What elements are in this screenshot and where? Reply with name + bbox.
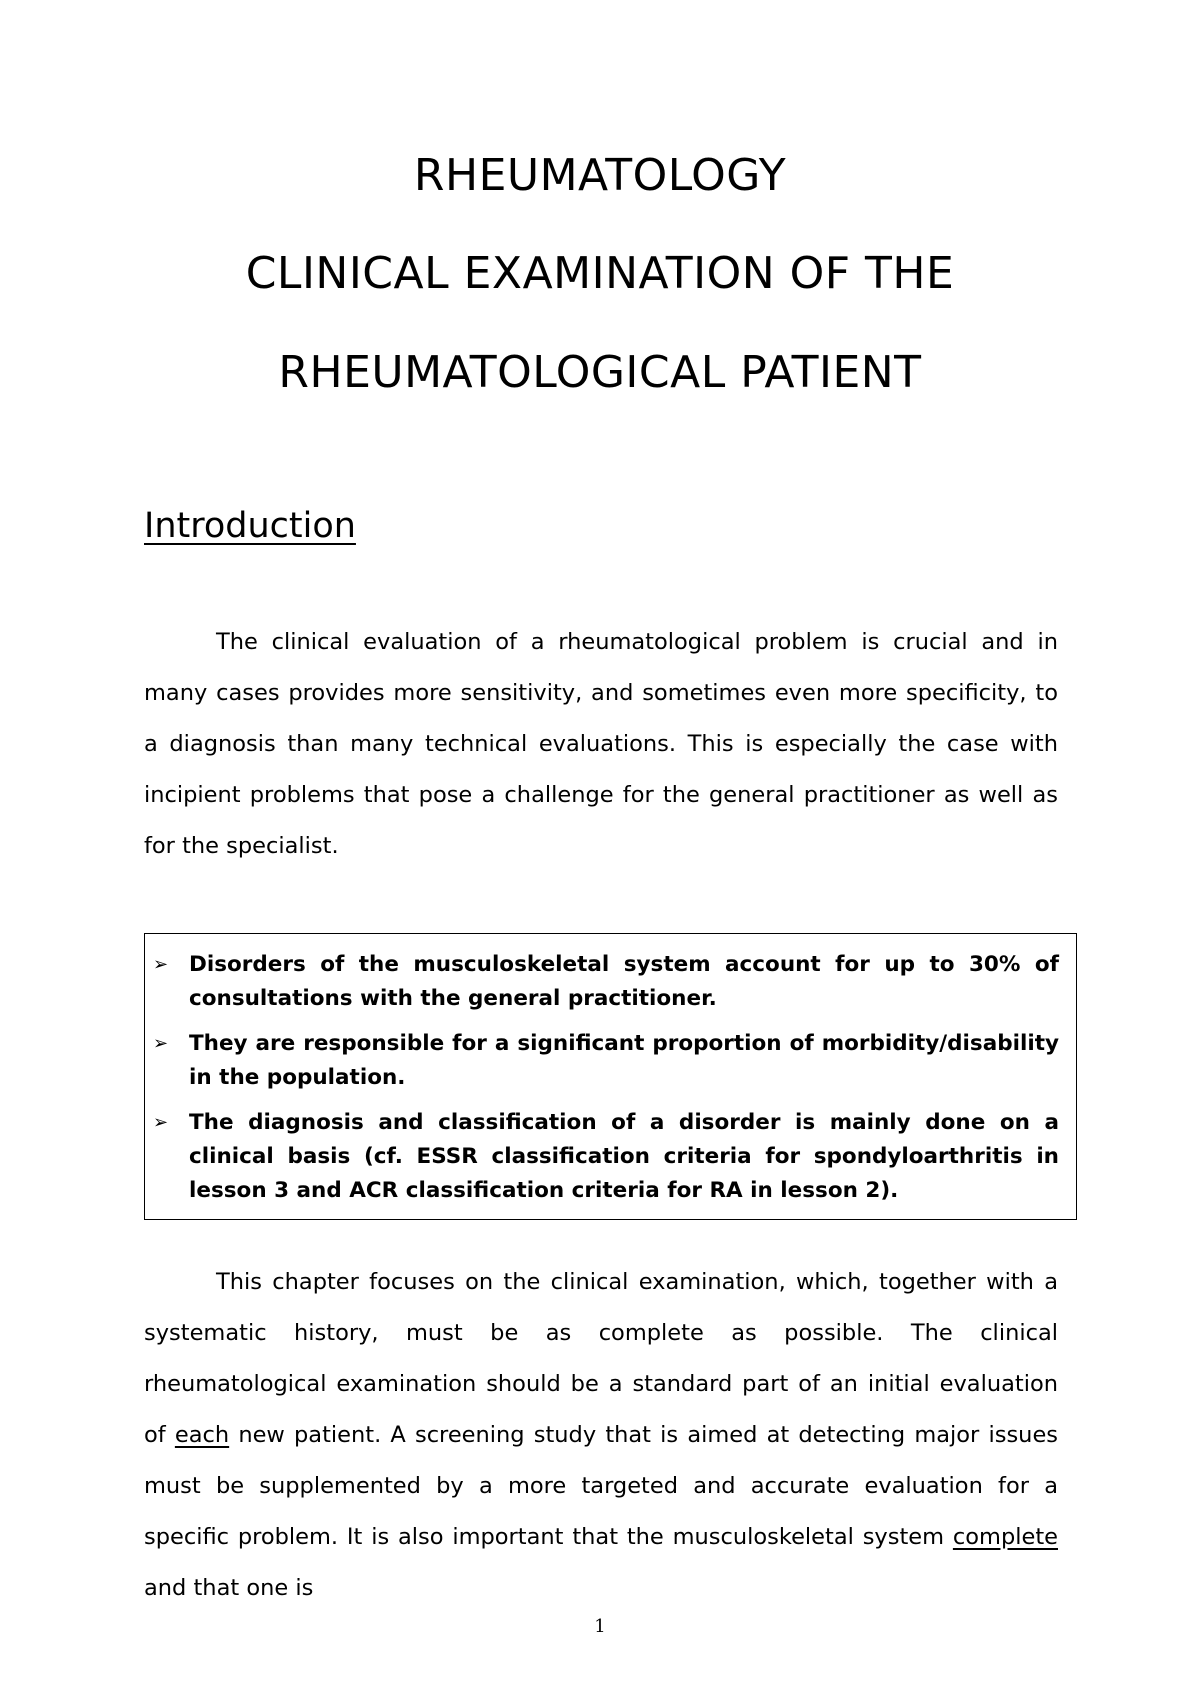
document-subtitle-line-2: RHEUMATOLOGICAL PATIENT: [278, 347, 922, 398]
intro-paragraph: The clinical evaluation of a rheumatological problem is crucial and in many cases provides more sensitivity, and sometimes even more specificity, to a diagnosis than many technical evaluations. This is especially the case with incipient problems that pose a challenge for the general practitioner as well as for the specialist.: [144, 629, 1058, 859]
arrow-bullet-icon: ➢: [153, 1033, 169, 1054]
key-point-item: [153, 1027, 1059, 1095]
section-heading-introduction: Introduction: [144, 506, 356, 546]
arrow-bullet-icon: ➢: [153, 1112, 169, 1133]
arrow-bullet-icon: ➢: [153, 954, 169, 975]
key-point-text: Disorders of the musculoskeletal system account for up to 30% of consultations with the general practitioner.: [189, 952, 1059, 1011]
emphasis-underlined-text: each: [174, 1422, 230, 1448]
document-subtitle-line-1: CLINICAL EXAMINATION OF THE: [245, 248, 955, 299]
key-point-text: The diagnosis and classification of a disorder is mainly done on a clinical basis (cf. ESSR classification criteria for spondyloarthritis in lesson 3 and ACR classification criteria for RA in lesson 2).: [189, 1110, 1059, 1203]
page-number: 1: [594, 1616, 606, 1637]
paragraph-text: and that one is: [144, 1575, 314, 1601]
key-point-text: They are responsible for a significant proportion of morbidity/disability in the population.: [189, 1031, 1059, 1090]
document-title: RHEUMATOLOGY: [413, 150, 787, 201]
key-point-item: [153, 1106, 1059, 1208]
key-point-item: [153, 948, 1059, 1016]
emphasis-underlined-text: complete: [952, 1524, 1058, 1550]
key-points-box: [144, 933, 1077, 1220]
chapter-focus-paragraph: [144, 1257, 1058, 1614]
paragraph-text: new patient. A screening study that is aimed at detecting major issues must be supplemented by a more targeted and accurate evaluation for a specific problem. It is also important that the musculoskeletal system: [144, 1422, 1059, 1550]
paragraph-text: This chapter focuses on the clinical examination, which, together with a systematic history, must be as complete as possible. The clinical rheumatological examination should be a standard part of an initial evaluation of: [144, 1269, 1058, 1448]
